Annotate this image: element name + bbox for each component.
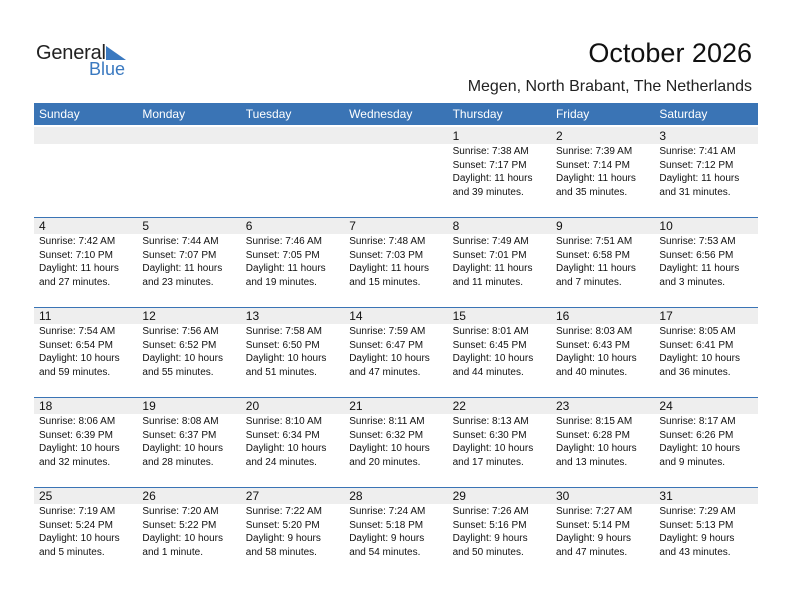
sunrise-text: Sunrise: 7:20 AM bbox=[142, 506, 219, 517]
daylight-text: and 43 minutes. bbox=[659, 546, 731, 558]
sunset-text: Sunset: 5:18 PM bbox=[349, 519, 424, 531]
week-row bbox=[34, 217, 758, 307]
sunset-text: Sunset: 7:05 PM bbox=[245, 249, 320, 261]
page-title: October 2026 bbox=[588, 38, 752, 68]
location-subtitle: Megen, North Brabant, The Netherlands bbox=[467, 78, 752, 95]
day-cell bbox=[137, 487, 240, 577]
daylight-text: Daylight: 9 hours bbox=[245, 533, 321, 544]
sunset-text: Sunset: 6:37 PM bbox=[142, 429, 217, 441]
sunrise-text: Sunrise: 8:11 AM bbox=[349, 416, 425, 427]
sunset-text: Sunset: 5:22 PM bbox=[142, 519, 217, 531]
sunrise-text: Sunrise: 7:27 AM bbox=[556, 506, 633, 517]
day-cell bbox=[241, 487, 344, 577]
daylight-text: and 27 minutes. bbox=[39, 276, 111, 288]
sunrise-text: Sunrise: 7:56 AM bbox=[142, 326, 219, 337]
day-number: 9 bbox=[556, 219, 563, 233]
sunset-text: Sunset: 6:32 PM bbox=[349, 429, 424, 441]
day-cell bbox=[448, 487, 551, 577]
day-cell bbox=[551, 127, 654, 217]
sunrise-text: Sunrise: 8:06 AM bbox=[39, 416, 116, 427]
sunrise-text: Sunrise: 8:08 AM bbox=[142, 416, 219, 427]
day-cell bbox=[344, 487, 447, 577]
weekday-thursday: Thursday bbox=[452, 107, 503, 121]
day-cell bbox=[654, 397, 757, 487]
daylight-text: Daylight: 10 hours bbox=[349, 443, 430, 454]
sunrise-text: Sunrise: 7:39 AM bbox=[556, 146, 633, 157]
sunset-text: Sunset: 6:45 PM bbox=[452, 339, 527, 351]
day-number: 19 bbox=[142, 399, 156, 413]
weekday-saturday: Saturday bbox=[659, 107, 708, 121]
day-cell bbox=[654, 217, 757, 307]
sunrise-text: Sunrise: 7:49 AM bbox=[452, 236, 529, 247]
sunset-text: Sunset: 6:58 PM bbox=[556, 249, 630, 261]
sunset-text: Sunset: 7:03 PM bbox=[349, 249, 424, 261]
daylight-text: Daylight: 11 hours bbox=[659, 263, 740, 274]
daylight-text: and 17 minutes. bbox=[452, 456, 524, 468]
sunset-text: Sunset: 7:17 PM bbox=[452, 159, 527, 171]
logo-blue-text: Blue bbox=[89, 59, 126, 79]
day-cell bbox=[34, 487, 137, 577]
daylight-text: and 54 minutes. bbox=[349, 546, 421, 558]
sunset-text: Sunset: 6:43 PM bbox=[556, 339, 630, 351]
sunset-text: Sunset: 5:14 PM bbox=[556, 519, 630, 531]
daylight-text: and 36 minutes. bbox=[659, 366, 731, 378]
daylight-text: and 47 minutes. bbox=[556, 546, 628, 558]
weekday-monday: Monday bbox=[142, 107, 186, 121]
daylight-text: Daylight: 10 hours bbox=[659, 443, 740, 454]
daylight-text: and 11 minutes. bbox=[452, 276, 524, 288]
daylight-text: Daylight: 10 hours bbox=[142, 533, 223, 544]
daylight-text: Daylight: 10 hours bbox=[452, 443, 534, 454]
sunset-text: Sunset: 5:20 PM bbox=[245, 519, 320, 531]
day-cell bbox=[137, 397, 240, 487]
sunrise-text: Sunrise: 7:41 AM bbox=[659, 146, 736, 157]
day-number: 14 bbox=[349, 309, 363, 323]
daylight-text: and 58 minutes. bbox=[245, 546, 317, 558]
daylight-text: and 35 minutes. bbox=[556, 186, 628, 198]
daylight-text: Daylight: 11 hours bbox=[39, 263, 119, 274]
daylight-text: and 9 minutes. bbox=[659, 456, 725, 468]
daylight-text: Daylight: 10 hours bbox=[39, 353, 120, 364]
day-number: 26 bbox=[142, 489, 156, 503]
daylight-text: and 50 minutes. bbox=[452, 546, 524, 558]
day-number: 17 bbox=[659, 309, 673, 323]
sunset-text: Sunset: 6:39 PM bbox=[39, 429, 113, 441]
daylight-text: Daylight: 10 hours bbox=[142, 353, 223, 364]
day-number: 24 bbox=[659, 399, 673, 413]
sunrise-text: Sunrise: 8:17 AM bbox=[659, 416, 736, 427]
day-cell bbox=[241, 307, 344, 397]
sunset-text: Sunset: 6:30 PM bbox=[452, 429, 527, 441]
sunset-text: Sunset: 7:14 PM bbox=[556, 159, 630, 171]
day-number: 3 bbox=[659, 129, 667, 143]
daylight-text: and 23 minutes. bbox=[142, 276, 214, 288]
day-cell bbox=[654, 307, 757, 397]
day-number: 15 bbox=[452, 309, 466, 323]
week-row bbox=[34, 307, 758, 397]
day-number: 22 bbox=[452, 399, 466, 413]
daylight-text: Daylight: 11 hours bbox=[556, 263, 636, 274]
daylight-text: Daylight: 10 hours bbox=[142, 443, 223, 454]
day-number: 12 bbox=[142, 309, 156, 323]
sunset-text: Sunset: 6:47 PM bbox=[349, 339, 424, 351]
sunrise-text: Sunrise: 8:03 AM bbox=[556, 326, 633, 337]
sunset-text: Sunset: 5:24 PM bbox=[39, 519, 113, 531]
daylight-text: and 7 minutes. bbox=[556, 276, 622, 288]
day-number: 8 bbox=[452, 219, 460, 233]
daylight-text: Daylight: 11 hours bbox=[349, 263, 430, 274]
day-number: 18 bbox=[39, 399, 53, 413]
day-number: 27 bbox=[245, 489, 260, 503]
day-cell bbox=[137, 307, 240, 397]
day-cell bbox=[34, 217, 137, 307]
sunset-text: Sunset: 7:12 PM bbox=[659, 159, 734, 171]
daylight-text: and 5 minutes. bbox=[39, 546, 105, 558]
logo-general-text: General bbox=[36, 42, 106, 64]
daylight-text: Daylight: 10 hours bbox=[556, 353, 637, 364]
sunrise-text: Sunrise: 7:24 AM bbox=[349, 506, 426, 517]
day-number: 13 bbox=[245, 309, 260, 323]
daylight-text: and 31 minutes. bbox=[659, 186, 731, 198]
sunrise-text: Sunrise: 8:05 AM bbox=[659, 326, 736, 337]
daylight-text: Daylight: 10 hours bbox=[245, 443, 327, 454]
day-cell bbox=[241, 397, 344, 487]
daylight-text: Daylight: 10 hours bbox=[39, 533, 120, 544]
daylight-text: Daylight: 11 hours bbox=[659, 173, 740, 184]
daylight-text: and 1 minute. bbox=[142, 546, 203, 558]
day-cell bbox=[551, 217, 654, 307]
daylight-text: and 19 minutes. bbox=[245, 276, 317, 288]
day-cell bbox=[34, 307, 137, 397]
sunset-text: Sunset: 7:07 PM bbox=[142, 249, 217, 261]
sunset-text: Sunset: 7:01 PM bbox=[452, 249, 527, 261]
daylight-text: Daylight: 10 hours bbox=[556, 443, 637, 454]
day-number: 29 bbox=[452, 489, 466, 503]
day-cell bbox=[448, 127, 551, 217]
daylight-text: Daylight: 11 hours bbox=[452, 263, 533, 274]
daylight-text: Daylight: 10 hours bbox=[349, 353, 430, 364]
sunrise-text: Sunrise: 7:53 AM bbox=[659, 236, 736, 247]
weekday-friday: Friday bbox=[555, 107, 590, 121]
day-cell bbox=[241, 217, 344, 307]
day-cell bbox=[551, 307, 654, 397]
generalblue-logo bbox=[36, 42, 136, 82]
sunset-text: Sunset: 6:54 PM bbox=[39, 339, 113, 351]
sunrise-text: Sunrise: 7:59 AM bbox=[349, 326, 426, 337]
daylight-text: Daylight: 10 hours bbox=[245, 353, 327, 364]
sunrise-text: Sunrise: 7:26 AM bbox=[452, 506, 529, 517]
day-number: 21 bbox=[349, 399, 363, 413]
day-number: 25 bbox=[39, 489, 53, 503]
daylight-text: Daylight: 10 hours bbox=[452, 353, 534, 364]
daylight-text: Daylight: 10 hours bbox=[659, 353, 740, 364]
sunrise-text: Sunrise: 8:01 AM bbox=[452, 326, 529, 337]
daylight-text: and 55 minutes. bbox=[142, 366, 214, 378]
sunset-text: Sunset: 6:56 PM bbox=[659, 249, 734, 261]
day-number: 23 bbox=[556, 399, 570, 413]
day-number: 30 bbox=[556, 489, 570, 503]
day-cell bbox=[448, 217, 551, 307]
sunset-text: Sunset: 6:34 PM bbox=[245, 429, 320, 441]
sunrise-text: Sunrise: 7:58 AM bbox=[245, 326, 322, 337]
sunrise-text: Sunrise: 8:15 AM bbox=[556, 416, 633, 427]
day-number: 6 bbox=[245, 219, 253, 233]
day-number: 5 bbox=[142, 219, 150, 233]
daylight-text: Daylight: 10 hours bbox=[39, 443, 120, 454]
day-cell bbox=[448, 307, 551, 397]
week-row bbox=[34, 127, 758, 217]
week-row bbox=[34, 487, 758, 577]
daylight-text: Daylight: 11 hours bbox=[452, 173, 533, 184]
sunrise-text: Sunrise: 7:51 AM bbox=[556, 236, 633, 247]
daylight-text: Daylight: 9 hours bbox=[349, 533, 425, 544]
day-cell bbox=[137, 127, 240, 217]
daylight-text: and 24 minutes. bbox=[245, 456, 317, 468]
day-number: 11 bbox=[39, 309, 52, 323]
daylight-text: and 39 minutes. bbox=[452, 186, 524, 198]
sunrise-text: Sunrise: 7:42 AM bbox=[39, 236, 116, 247]
sunrise-text: Sunrise: 7:19 AM bbox=[39, 506, 116, 517]
daylight-text: Daylight: 11 hours bbox=[245, 263, 326, 274]
daylight-text: and 51 minutes. bbox=[245, 366, 317, 378]
day-cell bbox=[34, 127, 137, 217]
daylight-text: and 20 minutes. bbox=[349, 456, 421, 468]
daylight-text: Daylight: 11 hours bbox=[556, 173, 636, 184]
daylight-text: and 13 minutes. bbox=[556, 456, 628, 468]
day-cell bbox=[344, 127, 447, 217]
day-number: 28 bbox=[349, 489, 363, 503]
daylight-text: and 28 minutes. bbox=[142, 456, 214, 468]
weekday-tuesday: Tuesday bbox=[245, 107, 292, 121]
sunrise-text: Sunrise: 8:10 AM bbox=[245, 416, 322, 427]
week-row bbox=[34, 397, 758, 487]
sunrise-text: Sunrise: 7:22 AM bbox=[245, 506, 322, 517]
day-number: 16 bbox=[556, 309, 570, 323]
weekday-wednesday: Wednesday bbox=[349, 107, 413, 121]
day-number: 4 bbox=[39, 219, 46, 233]
logo-triangle-icon bbox=[106, 46, 126, 60]
day-cell bbox=[551, 487, 654, 577]
sunset-text: Sunset: 6:41 PM bbox=[659, 339, 734, 351]
day-number: 10 bbox=[659, 219, 673, 233]
daylight-text: and 32 minutes. bbox=[39, 456, 111, 468]
day-number: 1 bbox=[452, 129, 460, 143]
daylight-text: and 3 minutes. bbox=[659, 276, 725, 288]
day-number: 7 bbox=[349, 219, 356, 233]
weekday-header bbox=[34, 103, 758, 125]
day-cell bbox=[137, 217, 240, 307]
day-cell bbox=[241, 127, 344, 217]
day-cell bbox=[344, 307, 447, 397]
sunrise-text: Sunrise: 7:44 AM bbox=[142, 236, 219, 247]
day-number: 20 bbox=[245, 399, 260, 413]
daylight-text: and 44 minutes. bbox=[452, 366, 524, 378]
daylight-text: and 59 minutes. bbox=[39, 366, 111, 378]
daylight-text: Daylight: 11 hours bbox=[142, 263, 223, 274]
sunset-text: Sunset: 6:50 PM bbox=[245, 339, 320, 351]
sunset-text: Sunset: 7:10 PM bbox=[39, 249, 113, 261]
sunrise-text: Sunrise: 7:29 AM bbox=[659, 506, 736, 517]
sunset-text: Sunset: 6:52 PM bbox=[142, 339, 217, 351]
daylight-text: and 40 minutes. bbox=[556, 366, 628, 378]
daylight-text: Daylight: 9 hours bbox=[659, 533, 735, 544]
sunset-text: Sunset: 6:28 PM bbox=[556, 429, 630, 441]
sunrise-text: Sunrise: 7:54 AM bbox=[39, 326, 116, 337]
day-cell bbox=[448, 397, 551, 487]
daylight-text: and 47 minutes. bbox=[349, 366, 421, 378]
sunrise-text: Sunrise: 7:48 AM bbox=[349, 236, 426, 247]
day-cell bbox=[34, 397, 137, 487]
sunrise-text: Sunrise: 7:38 AM bbox=[452, 146, 529, 157]
day-cell bbox=[654, 487, 757, 577]
sunset-text: Sunset: 5:13 PM bbox=[659, 519, 734, 531]
sunset-text: Sunset: 5:16 PM bbox=[452, 519, 527, 531]
daylight-text: Daylight: 9 hours bbox=[556, 533, 632, 544]
day-number: 2 bbox=[556, 129, 563, 143]
day-cell bbox=[551, 397, 654, 487]
daylight-text: Daylight: 9 hours bbox=[452, 533, 528, 544]
weekday-sunday: Sunday bbox=[39, 107, 80, 121]
day-cell bbox=[344, 217, 447, 307]
daylight-text: and 15 minutes. bbox=[349, 276, 421, 288]
day-number: 31 bbox=[659, 489, 673, 503]
sunset-text: Sunset: 6:26 PM bbox=[659, 429, 734, 441]
day-cell bbox=[654, 127, 757, 217]
sunrise-text: Sunrise: 7:46 AM bbox=[245, 236, 322, 247]
sunrise-text: Sunrise: 8:13 AM bbox=[452, 416, 529, 427]
day-cell bbox=[344, 397, 447, 487]
